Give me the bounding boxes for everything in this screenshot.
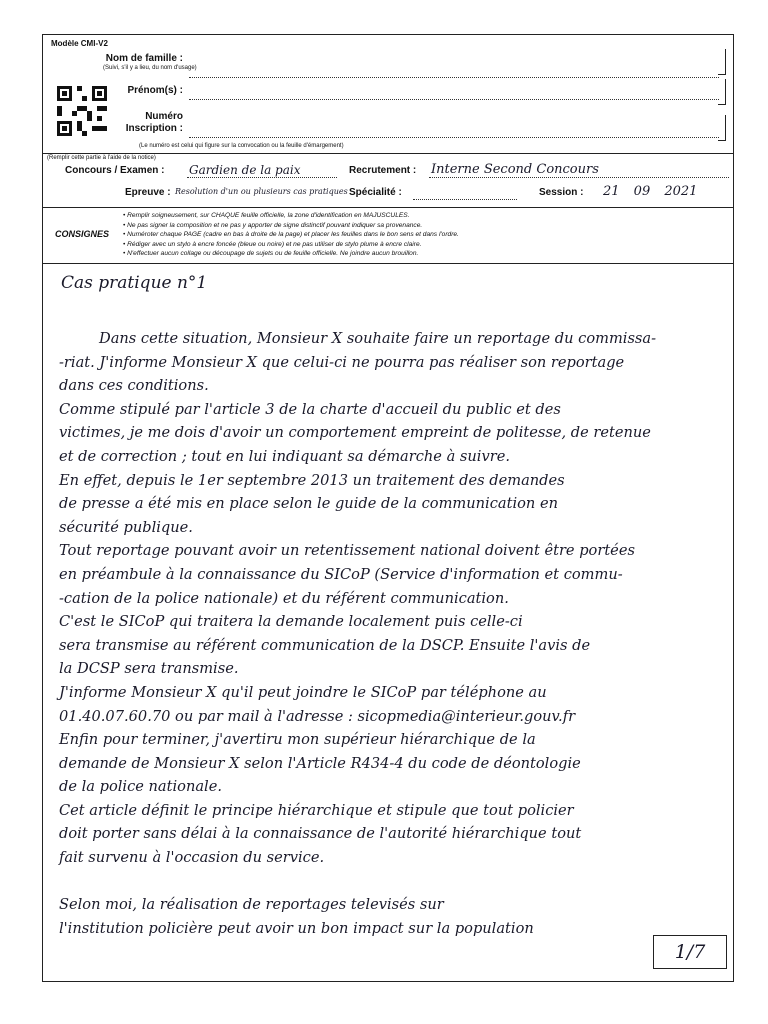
- nom-field[interactable]: [189, 77, 719, 78]
- answer-line: victimes, je me dois d'avoir un comportement empreint de politesse, de retenue: [59, 424, 651, 442]
- answer-line: Selon moi, la réalisation de reportages televisés sur: [59, 896, 444, 914]
- answer-line: en préambule à la connaissance du SICoP (Service d'information et commu-: [59, 565, 623, 583]
- answer-line: Comme stipulé par l'article 3 de la charte d'accueil du public et des: [59, 400, 561, 418]
- answer-line: demande de Monsieur X selon l'Article R434-4 du code de déontologie: [59, 754, 581, 772]
- numero-label: Numéro: [145, 111, 183, 122]
- prenom-bracket: [725, 79, 726, 105]
- numero-note: (Le numéro est celui qui figure sur la convocation ou la feuille d'émargement): [139, 143, 344, 149]
- divider: [43, 263, 733, 264]
- recrutement-label: Recrutement :: [349, 165, 417, 176]
- answer-line: de presse a été mis en place selon le guide de la communication en: [59, 495, 558, 513]
- prenom-label: Prénom(s) :: [127, 85, 183, 96]
- epreuve-value[interactable]: Resolution d'un ou plusieurs cas pratiques: [175, 187, 348, 196]
- specialite-field[interactable]: [413, 199, 517, 200]
- consigne-item: • Remplir soigneusement, sur CHAQUE feuille officielle, la zone d'identification en MAJUSCULES.: [123, 211, 459, 221]
- consignes-label: CONSIGNES: [55, 229, 110, 239]
- consigne-item: • Numéroter chaque PAGE (cadre en bas à droite de la page) et placer les feuilles dans le bon sens et dans l'ordre.: [123, 230, 459, 240]
- answer-line: En effet, depuis le 1er septembre 2013 un traitement des demandes: [59, 471, 565, 489]
- session-value[interactable]: 21 09 2021: [603, 184, 698, 199]
- epreuve-label: Epreuve :: [125, 187, 171, 198]
- numero-field[interactable]: [189, 137, 719, 138]
- session-label: Session :: [539, 187, 584, 198]
- answer-line: dans ces conditions.: [59, 377, 209, 395]
- nom-label: Nom de famille :: [105, 53, 183, 64]
- page-number-box[interactable]: 1/7: [653, 935, 727, 969]
- consigne-item: • Rédiger avec un stylo à encre foncée (bleue ou noire) et ne pas utiliser de stylo plume à encre claire.: [123, 240, 459, 250]
- answer-line: fait survenu à l'occasion du service.: [59, 849, 325, 867]
- divider: [43, 153, 733, 154]
- consigne-item: • Ne pas signer la composition et ne pas y apporter de signe distinctif pouvant indiquer sa provenance.: [123, 221, 459, 231]
- consignes-list: [123, 211, 459, 259]
- answer-body: [59, 327, 731, 940]
- answer-line: Dans cette situation, Monsieur X souhaite faire un reportage du commissa-: [99, 330, 657, 347]
- answer-title: Cas pratique n°1: [61, 273, 208, 293]
- answer-line: Enfin pour terminer, j'avertiru mon supérieur hiérarchique de la: [59, 731, 536, 749]
- concours-line: [187, 177, 337, 178]
- answer-line: et de correction ; tout en lui indiquant sa démarche à suivre.: [59, 447, 510, 465]
- answer-line: 01.40.07.60.70 ou par mail à l'adresse : sicopmedia@interieur.gouv.fr: [59, 707, 576, 725]
- specialite-label: Spécialité :: [349, 187, 402, 198]
- model-code: Modèle CMI-V2: [51, 39, 108, 48]
- numero-bracket: [725, 115, 726, 141]
- concours-value[interactable]: Gardien de la paix: [189, 163, 301, 177]
- answer-line: de la police nationale.: [59, 778, 222, 796]
- answer-line: [59, 870, 731, 894]
- divider: [43, 207, 733, 208]
- concours-label: Concours / Examen :: [65, 165, 165, 176]
- recrutement-value[interactable]: Interne Second Concours: [431, 162, 599, 177]
- answer-line: sécurité publique.: [59, 518, 193, 536]
- prenom-field[interactable]: [189, 99, 719, 100]
- answer-line: sera transmise au référent communication de la DSCP. Ensuite l'avis de: [59, 636, 591, 654]
- answer-line: Tout reportage pouvant avoir un retentissement national doivent être portées: [59, 542, 635, 560]
- concours-note: (Remplir cette partie à l'aide de la notice): [47, 155, 156, 161]
- nom-bracket: [725, 49, 726, 75]
- qr-code-icon: [57, 86, 107, 136]
- inscription-label: Inscription :: [125, 123, 183, 134]
- answer-line: doit porter sans délai à la connaissance de l'autorité hiérarchique tout: [59, 825, 582, 843]
- answer-line: l'institution policière peut avoir un bon impact sur la population: [59, 919, 534, 937]
- answer-line: -riat. J'informe Monsieur X que celui-ci ne pourra pas réaliser son reportage: [59, 353, 625, 371]
- answer-line: J'informe Monsieur X qu'il peut joindre le SICoP par téléphone au: [59, 683, 547, 701]
- answer-line: la DCSP sera transmise.: [59, 660, 239, 678]
- answer-line: Cet article définit le principe hiérarchique et stipule que tout policier: [59, 801, 574, 819]
- consigne-item: • N'effectuer aucun collage ou découpage de sujets ou de feuille officielle. Ne joindre aucun brouillon.: [123, 249, 459, 259]
- recrutement-line: [429, 177, 729, 178]
- answer-line: C'est le SICoP qui traitera la demande localement puis celle-ci: [59, 613, 523, 631]
- nom-note: (Suivi, s'il y a lieu, du nom d'usage): [103, 65, 197, 71]
- answer-sheet: [42, 34, 734, 982]
- answer-line: -cation de la police nationale) et du référent communication.: [59, 589, 509, 607]
